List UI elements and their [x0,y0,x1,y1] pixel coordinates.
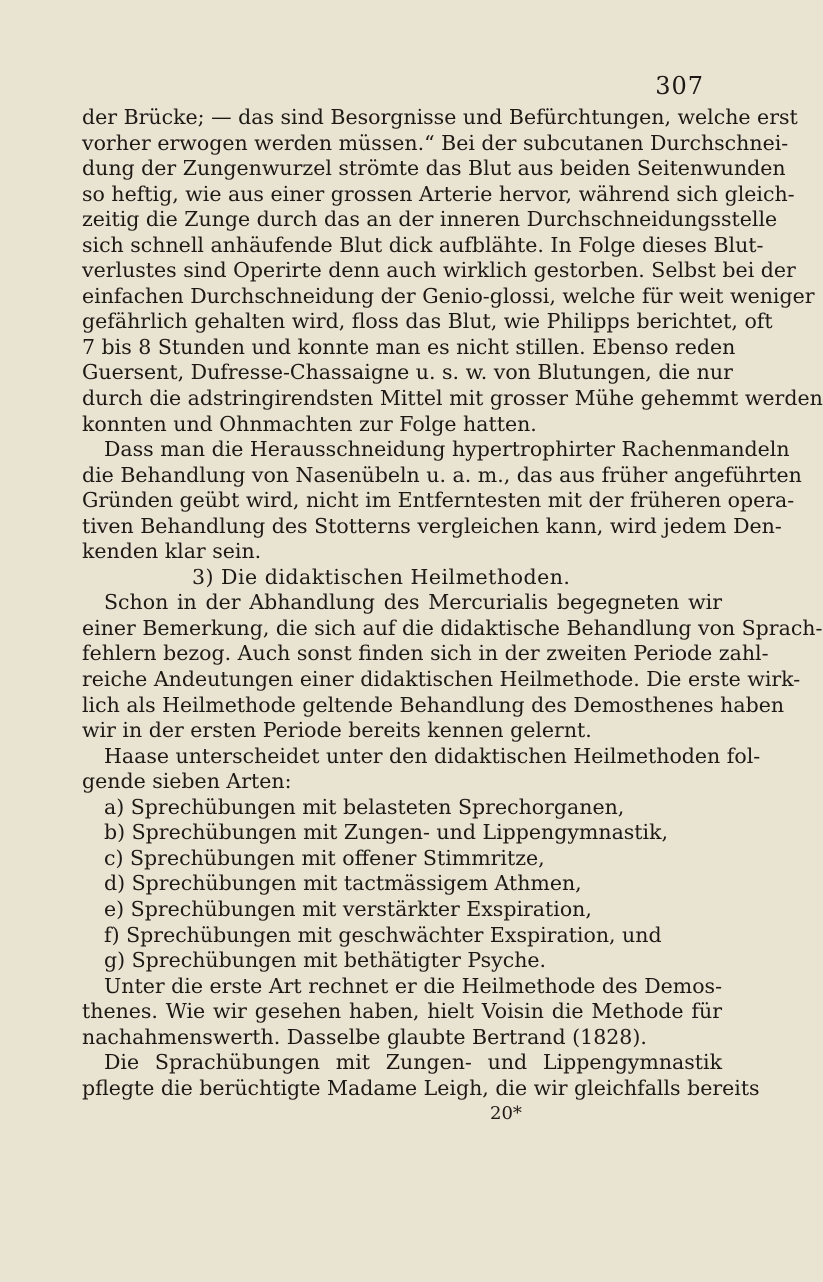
text-line: wir in der ersten Periode bereits kennen gelernt. [82,718,592,743]
text-line: Die Sprachübungen mit Zungen- und Lippengymnastik [104,1050,722,1075]
text-line: tiven Behandlung des Stotterns vergleichen kann, wird jedem Den- [82,513,782,538]
signature-mark: 20* [490,1103,522,1125]
text-line: vorher erwogen werden müssen.“ Bei der subcutanen Durchschnei- [82,130,789,155]
text-line: Guersent, Dufresse-Chassaigne u. s. w. von Blutungen, die nur [82,360,733,385]
list-item: e) Sprechübungen mit verstärkter Exspiration, [104,896,592,921]
text-line: kenden klar sein. [82,539,262,564]
text-line: pflegte die berüchtigte Madame Leigh, die wir gleichfalls bereits [82,1075,760,1100]
text-line: Haase unterscheidet unter den didaktischen Heilmethoden fol- [104,743,761,768]
text-line: lich als Heilmethode geltende Behandlung des Demosthenes haben [82,692,785,717]
list-item: f) Sprechübungen mit geschwächter Exspiration, und [104,922,662,947]
text-line: nachahmenswerth. Dasselbe glaubte Bertrand (1828). [82,1024,647,1049]
list-item: g) Sprechübungen mit bethätigter Psyche. [104,948,547,973]
text-line: Gründen geübt wird, nicht im Entferntesten mit der früheren opera- [82,488,795,513]
text-line: so heftig, wie aus einer grossen Arterie hervor, während sich gleich- [82,181,795,206]
text-line: Unter die erste Art rechnet er die Heilmethode des Demos- [104,973,723,998]
text-line: 7 bis 8 Stunden und konnte man es nicht stillen. Ebenso reden [82,334,736,359]
list-item: b) Sprechübungen mit Zungen- und Lippengymnastik, [104,820,669,845]
text-line: durch die adstringirendsten Mittel mit grosser Mühe gehemmt werden [82,386,823,411]
list-item: d) Sprechübungen mit tactmässigem Athmen, [104,871,582,896]
text-line: dung der Zungenwurzel strömte das Blut aus beiden Seitenwunden [82,156,786,181]
text-line: fehlern bezog. Auch sonst finden sich in der zweiten Periode zahl- [82,641,769,666]
page-number: 307 [655,72,704,100]
text-line: Dass man die Herausschneidung hypertrophirter Rachenmandeln [104,437,790,462]
text-line: reiche Andeutungen einer didaktischen Heilmethode. Die erste wirk- [82,667,801,692]
text-line: die Behandlung von Nasenübeln u. a. m., das aus früher angeführten [82,462,802,487]
text-line: einfachen Durchschneidung der Genio-glossi, welche für weit weniger [82,283,815,308]
text-line: thenes. Wie wir gesehen haben, hielt Voisin die Methode für [82,999,722,1024]
text-line: gefährlich gehalten wird, floss das Blut, wie Philipps berichtet, oft [82,309,773,334]
text-line: zeitig die Zunge durch das an der inneren Durchschneidungsstelle [82,207,778,232]
text-line: einer Bemerkung, die sich auf die didaktische Behandlung von Sprach- [82,615,823,640]
text-line: verlustes sind Operirte denn auch wirklich gestorben. Selbst bei der [82,258,796,283]
body-text [82,105,823,1127]
text-line: konnten und Ohnmachten zur Folge hatten. [82,411,537,436]
list-item: a) Sprechübungen mit belasteten Sprechorganen, [104,794,625,819]
text-line: Schon in der Abhandlung des Mercurialis begegneten wir [104,590,722,615]
list-item: c) Sprechübungen mit offener Stimmritze, [104,845,545,870]
text-line: sich schnell anhäufende Blut dick aufblähte. In Folge dieses Blut- [82,232,764,257]
text-line: gende sieben Arten: [82,769,292,794]
section-heading: 3) Die didaktischen Heilmethoden. [192,564,571,589]
text-line: der Brücke; — das sind Besorgnisse und Befürchtungen, welche erst [82,105,798,129]
